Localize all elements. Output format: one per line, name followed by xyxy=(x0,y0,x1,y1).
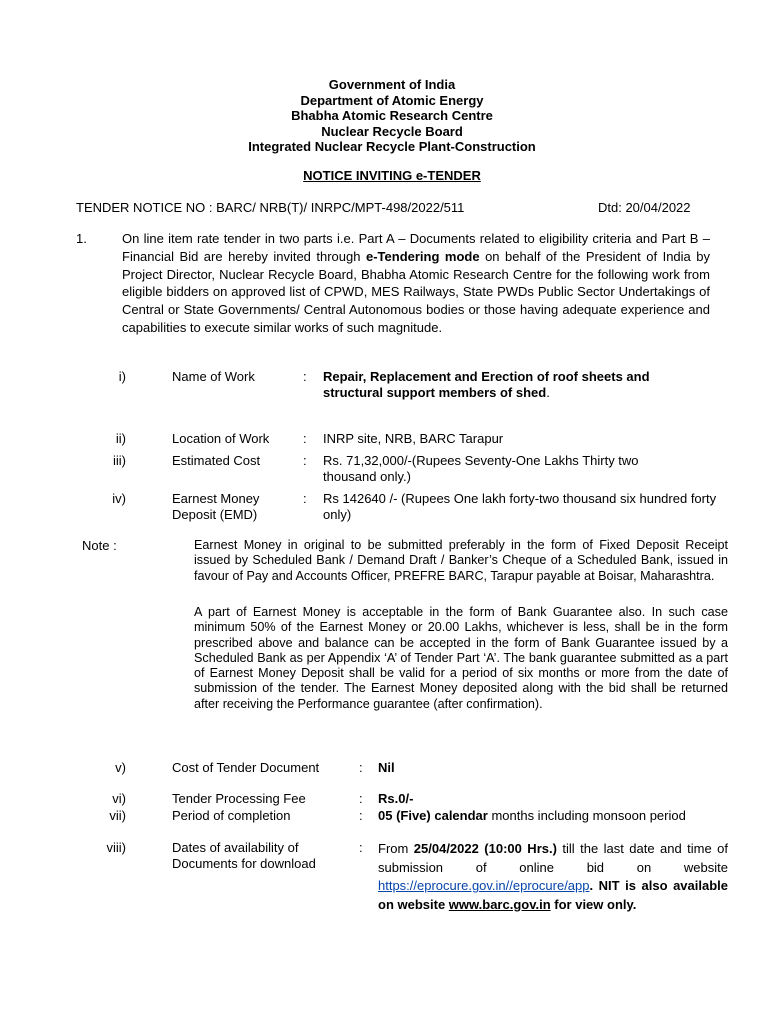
barc-website-link[interactable]: www.barc.gov.in xyxy=(448,896,551,912)
para-intro-text-a: On line item rate tender in two parts i.e. Part A – Documents related to eligibility criteria and Part B – Financial Bid are hereby invited through xyxy=(122,231,710,264)
item-v-colon: : xyxy=(359,760,363,775)
item-iii-label: Estimated Cost xyxy=(172,453,261,468)
item-iii-number: iii) xyxy=(113,453,126,468)
item-viii-text-1: From xyxy=(378,841,414,856)
item-iv-value: Rs 142640 /- (Rupees One lakh forty-two thousand six hundred forty only) xyxy=(323,491,717,522)
item-v-number: v) xyxy=(115,760,126,775)
eprocure-link[interactable]: https://eprocure.gov.in//eprocure/app xyxy=(378,878,590,893)
item-ii-number: ii) xyxy=(115,431,126,446)
item-vii-value-bold: 05 (Five) calendar xyxy=(378,808,488,823)
item-ii-label: Location of Work xyxy=(172,431,270,446)
item-i-value-text: Repair, Replacement and Erection of roof sheets and structural support members of shed xyxy=(323,369,650,400)
item-iv-number: iv) xyxy=(112,491,126,506)
header-department: Department of Atomic Energy xyxy=(300,92,484,108)
header-centre: Bhabha Atomic Research Centre xyxy=(291,108,493,123)
item-viii-label: Dates of availability of Documents for download xyxy=(172,840,316,871)
item-iv-colon: : xyxy=(303,491,307,506)
para-intro-bold: e-Tendering mode xyxy=(365,248,480,264)
item-vii-value-rest: months including monsoon period xyxy=(487,808,686,823)
item-i-value xyxy=(323,369,703,401)
item-i-label: Name of Work xyxy=(172,369,255,384)
note-paragraph-2: A part of Earnest Money is acceptable in the form of Bank Guarantee also. In such case minimum 50% of the Earnest Money or 20.00 Lakhs, whichever is less, shall be in the form prescribed above and balance can be accepted in the form of Bank Guarantee issued by a Scheduled Bank as per Appendix ‘A’ of Tender Part ‘A’. The bank guarantee submitted as a part of Earnest Money Deposit shall be valid for a period of six months or more from the date of submission of the tender. The Earnest Money deposited along with the bid shall be returned after receiving the Performance guarantee (after confirmation). xyxy=(194,605,728,711)
item-vii-colon: : xyxy=(359,808,363,823)
item-ii-value: INRP site, NRB, BARC Tarapur xyxy=(323,431,504,446)
item-v-value: Nil xyxy=(378,760,395,775)
item-viii-value xyxy=(378,840,728,914)
header-government: Government of India xyxy=(328,77,456,92)
para-number: 1. xyxy=(76,231,87,246)
item-vi-colon: : xyxy=(359,791,363,806)
item-v-label: Cost of Tender Document xyxy=(172,760,320,775)
header-block xyxy=(0,77,770,155)
item-i-value-suffix: . xyxy=(546,385,550,400)
item-viii-colon: : xyxy=(359,840,363,855)
item-vii-label: Period of completion xyxy=(172,808,291,823)
tender-date: Dtd: 20/04/2022 xyxy=(598,200,691,215)
item-vi-number: vi) xyxy=(112,791,126,806)
item-vii-number: vii) xyxy=(109,808,126,823)
para-intro xyxy=(122,230,710,337)
note-label: Note : xyxy=(82,538,117,553)
para-intro-text-b: on behalf of the President of India by Project Director, Nuclear Recycle Board, Bhabha Atomic Research Centre for the following work from eligible bidders on approved list of CPWD, MES Railways, State PWDs Public Sector Undertakings of Central or State Governments/ Central Autonomous bodies or those having adequate experience and capabilities to execute similar works of such magnitude. xyxy=(122,248,710,335)
tender-number: TENDER NOTICE NO : BARC/ NRB(T)/ INRPC/MPT-498/2022/511 xyxy=(76,200,465,215)
item-iv-label: Earnest Money Deposit (EMD) xyxy=(172,491,260,522)
item-iii-colon: : xyxy=(303,453,307,468)
notice-title: NOTICE INVITING e-TENDER xyxy=(303,168,481,183)
item-iii-value: Rs. 71,32,000/-(Rupees Seventy-One Lakhs Thirty two thousand only.) xyxy=(323,453,639,484)
item-viii-date: 25/04/2022 (10:00 Hrs.) xyxy=(413,841,557,856)
item-i-number: i) xyxy=(118,369,126,384)
header-board: Nuclear Recycle Board xyxy=(321,123,463,139)
item-viii-text-4: . NIT is also available on website xyxy=(378,878,728,912)
item-vii-value xyxy=(378,808,728,824)
item-ii-colon: : xyxy=(303,431,307,446)
item-i-colon: : xyxy=(303,369,307,384)
note-paragraph-1: Earnest Money in original to be submitted preferably in the form of Fixed Deposit Receipt issued by Scheduled Bank / Demand Draft / Banker’s Cheque of a Scheduled Bank, issued in favour of Pay and Accounts Officer, PREFRE BARC, Tarapur payable at Boisar, Maharashtra. xyxy=(194,538,728,583)
item-viii-text-5: for view only. xyxy=(550,896,637,912)
item-vi-value: Rs.0/- xyxy=(378,791,414,806)
header-plant: Integrated Nuclear Recycle Plant-Construction xyxy=(248,139,536,154)
item-viii-text-3: till the last date and time of submission of online bid on website xyxy=(378,841,728,875)
item-vi-label: Tender Processing Fee xyxy=(172,791,306,806)
item-viii-number: viii) xyxy=(106,840,126,855)
